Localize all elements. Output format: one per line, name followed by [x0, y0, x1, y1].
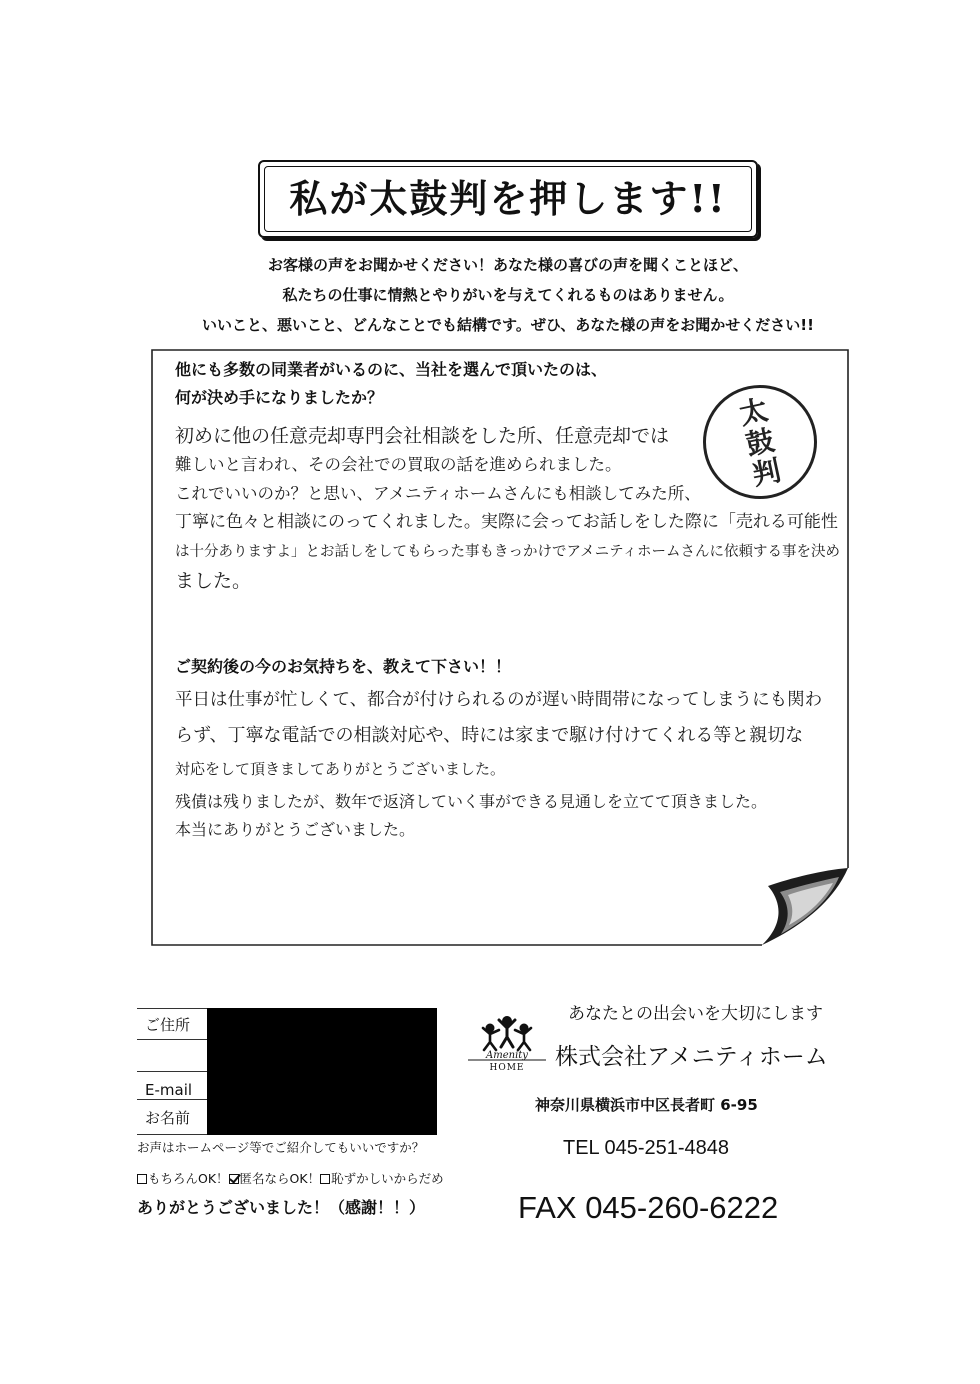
answer-1-line: これでいいのか？と思い、アメニティホームさんにも相談してみた所、	[175, 484, 701, 503]
stamp-char: 太	[736, 392, 771, 431]
name-row	[137, 1100, 207, 1135]
address-label: ご住所	[145, 1015, 191, 1034]
logo-text-home: HOME	[489, 1063, 525, 1073]
answer-2-line: 平日は仕事が忙しくて、都合が付けられるのが遅い時間帯になってしまうにも関わ	[175, 690, 823, 710]
answer-2-line: らず、丁寧な電話での相談対応や、時には家まで駆け付けてくれる等と親切な	[175, 725, 804, 746]
intro-line-2: 私たちの仕事に情熱とやりがいを与えてくれるものはありません。	[282, 286, 734, 304]
checkbox-anonymous[interactable]	[229, 1174, 239, 1184]
page-title: 私が太鼓判を押します!!	[289, 176, 727, 221]
permission-options	[137, 1170, 457, 1189]
checkbox-ok[interactable]	[137, 1174, 147, 1184]
address-row-2	[137, 1040, 207, 1072]
option-anonymous	[229, 1170, 321, 1188]
option-decline	[320, 1170, 444, 1188]
logo-text-amenity: Amenity	[486, 1050, 528, 1061]
company-name: 株式会社アメニティホーム	[555, 1044, 828, 1070]
company-tel: TEL 045-251-4848	[563, 1137, 730, 1159]
answer-1-line: 難しいと言われ、その会社での買取の話を進められました。	[175, 455, 622, 474]
intro-line-3: いいこと、悪いこと、どんなことでも結構です。ぜひ、あなた様の声をお聞かせください!!	[202, 316, 814, 334]
option-anonymous-label: 匿名ならOK！	[239, 1171, 321, 1186]
address-row	[137, 1008, 207, 1040]
company-address: 神奈川県横浜市中区長者町 6-95	[535, 1096, 758, 1114]
amenity-home-logo-icon	[466, 1015, 548, 1073]
answer-2-line: 対応をして頂きましてありがとうございました。	[175, 760, 506, 778]
stamp-char: 判	[749, 453, 784, 492]
option-ok-label: もちろんOK！	[148, 1171, 229, 1186]
answer-1-line: 初めに他の任意売却専門会社相談をした所、任意売却では	[175, 425, 670, 447]
name-label: お名前	[145, 1108, 191, 1127]
question-1-line-1: 他にも多数の同業者がいるのに、当社を選んで頂いたのは、	[175, 360, 608, 379]
email-row	[137, 1072, 207, 1100]
redacted-personal-info	[207, 1008, 437, 1135]
answer-1-line: は十分ありますよ」とお話しをしてもらった事もきっかけでアメニティホームさんに依頼する事を決め	[175, 544, 840, 560]
question-2: ご契約後の今のお気持ちを、教えて下さい！！	[175, 657, 512, 676]
company-slogan: あなたとの出会いを大切にします	[568, 1004, 823, 1024]
answer-2-line: 本当にありがとうございました。	[175, 820, 416, 839]
title-banner	[258, 160, 758, 238]
answer-2-line: 残債は残りましたが、数年で返済していく事ができる見通しを立てて頂きました。	[175, 792, 768, 811]
option-decline-label: 恥ずかしいからだめ	[331, 1171, 444, 1186]
stamp-char: 鼓	[742, 422, 778, 462]
contact-form	[137, 1008, 437, 1135]
answer-1-line: 丁寧に色々と相談にのってくれました。実際に会ってお話しをした際に「売れる可能性	[175, 512, 838, 532]
answer-1-line: ました。	[175, 570, 252, 592]
email-label: E-mail	[145, 1081, 193, 1099]
question-1-line-2: 何が決め手になりましたか？	[175, 388, 384, 407]
permission-question: お声はホームページ等でご紹介してもいいですか？	[137, 1140, 425, 1155]
company-fax: FAX 045-260-6222	[518, 1190, 779, 1225]
option-ok	[137, 1170, 229, 1188]
title-banner-inner	[264, 166, 752, 232]
intro-line-1: お客様の声をお聞かせください！あなた様の喜びの声を聞くことほど、	[267, 256, 748, 274]
checkbox-decline[interactable]	[320, 1174, 330, 1184]
thanks-message: ありがとうございました！（感謝！！）	[137, 1198, 426, 1217]
